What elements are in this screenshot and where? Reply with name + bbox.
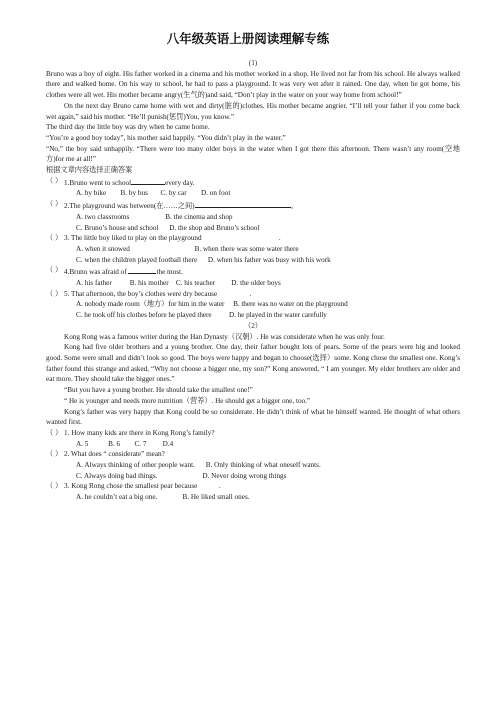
question-option: A. nobody made room（地方）for him in the water B. there was no water on the playground xyxy=(76,300,348,309)
question xyxy=(46,176,460,189)
passage-1-paragraph: On the next day Bruno came home with wet and dirty(脏的)clothes. His mother became angrier. “I’ll tell your father if you come back wet again,” said his mother. “He’ll punish(惩罚)You, you know.” xyxy=(46,101,460,121)
passage-1-paragraph: Bruno was a boy of eight. His father worked in a cinema and his mother worked in a shop. He lived not far from his school. He always walked there and walked home. On his way to school, he had to pass a playground. It was very wet after it rained. One day, when he got home, his clothes were all wet. His mother became angry(生气的)and said, “Don’t play in the water on your way home from school!” xyxy=(46,69,460,100)
passage-2-paragraph: “ He is younger and needs more nutrition（营养）. He should get a bigger one, too.” xyxy=(64,396,311,405)
question xyxy=(46,265,460,278)
passage-1-paragraph: “You’re a good boy today”, his mother said happily. “You didn’t play in the water.” xyxy=(46,133,286,142)
answer-blank[interactable] xyxy=(131,176,165,185)
passage-1-number: (1) xyxy=(248,59,258,67)
passage-2-paragraph: Kong’s father was very happy that Kong could be so considerate. He didn’t think of what he himself wanted. He thought of what others wanted first. xyxy=(46,407,460,427)
answer-bracket[interactable]: （ ） xyxy=(46,289,63,298)
answer-bracket[interactable]: （ ） xyxy=(46,266,63,275)
question-option: A. Always thinking of other people want. B. Only thinking of what oneself wants. xyxy=(76,461,321,470)
question xyxy=(46,199,460,212)
passage-2-paragraph: “But you have a young brother. He should take the smallest one!” xyxy=(64,386,253,395)
question xyxy=(46,233,460,244)
instruction-text: 根据文章内容选择正确答案 xyxy=(46,166,133,175)
question-stem: 3. The little boy liked to play on the playground . xyxy=(64,234,281,243)
question xyxy=(46,481,460,492)
answer-bracket[interactable]: （ ） xyxy=(46,234,63,243)
question-option: A. when it snowed B. when there was some water there xyxy=(76,244,299,253)
question-stem: 1. How many kids are there in Kong Rong’s family? xyxy=(64,428,215,437)
answer-bracket[interactable]: （ ） xyxy=(46,450,63,459)
passage-2-paragraph: Kong Rong was a famous writer during the Han Dynasty（汉朝）. He was considerate when he was only four. xyxy=(64,332,385,341)
question-stem: 4.Bruno was afraid of the most. xyxy=(64,268,183,276)
answer-bracket[interactable]: （ ） xyxy=(46,200,63,209)
answer-blank[interactable] xyxy=(128,265,156,274)
question-options: A. 5 B. 6 C. 7 D.4 xyxy=(76,439,174,448)
question xyxy=(46,289,460,300)
question-options: A. by bike B. by bus C. by car D. on foot xyxy=(76,189,231,198)
question-options: A. his father B. his mother C. his teacher D. the older boys xyxy=(76,279,281,288)
passage-1-paragraph: The third day the little boy was dry when he came home. xyxy=(46,123,210,132)
answer-bracket[interactable]: （ ） xyxy=(46,482,63,491)
question-options: A. he couldn’t eat a big one. B. He liked small ones. xyxy=(76,493,250,502)
answer-bracket[interactable]: （ ） xyxy=(46,428,63,437)
answer-bracket[interactable]: （ ） xyxy=(46,176,63,185)
passage-1-paragraph: “No,” the boy said unhappily. “There were too many older boys in the water when I got there this afternoon. There wasn’t any room(空地方)for me at all!” xyxy=(46,144,460,164)
question xyxy=(46,428,460,439)
question-option: C. he took off his clothes before he played there D. he played in the water carefully xyxy=(76,311,327,320)
document-body xyxy=(46,58,460,503)
answer-blank[interactable] xyxy=(195,199,291,208)
question-option: C. when the children played football there D. when his father was busy with his work xyxy=(76,255,331,264)
question-stem: 1.Bruno went to school every day. xyxy=(64,179,195,187)
question-stem: 3. Kong Rong chose the smallest pear because . xyxy=(64,482,221,491)
question-option: C. Bruno’s house and school D. the shop and Bruno’s school xyxy=(76,223,260,232)
question-option: A. two classrooms B. the cinema and shop xyxy=(76,212,233,221)
question-stem: 2.The playground was between(在……之间) 。 xyxy=(64,202,298,210)
question-stem: 2. What does “ considerate” mean? xyxy=(64,450,165,459)
passage-2-number: （2） xyxy=(244,321,262,330)
page-title: 八年级英语上册阅读理解专练 xyxy=(166,31,330,46)
passage-2-paragraph: Kong had five older brothers and a young brother. One day, their father bought lots of pears. Some of the pears were big and looked good. Some were small and didn’t look so good. The boys were happy and began to choose(选择）some. Kong chose the smallest one. Kong’s father found this strange and asked, “Why not choose a bigger one, my son?” Kong answered, “ I am younger. My elder brothers are older and eat more. They should take the bigger ones.” xyxy=(46,343,460,384)
question-stem: 5. That afternoon, the boy’s clothes were dry because . xyxy=(64,289,252,298)
question xyxy=(46,449,460,460)
question-option: C. Always doing bad things. D. Never doing wrong things xyxy=(76,471,287,480)
